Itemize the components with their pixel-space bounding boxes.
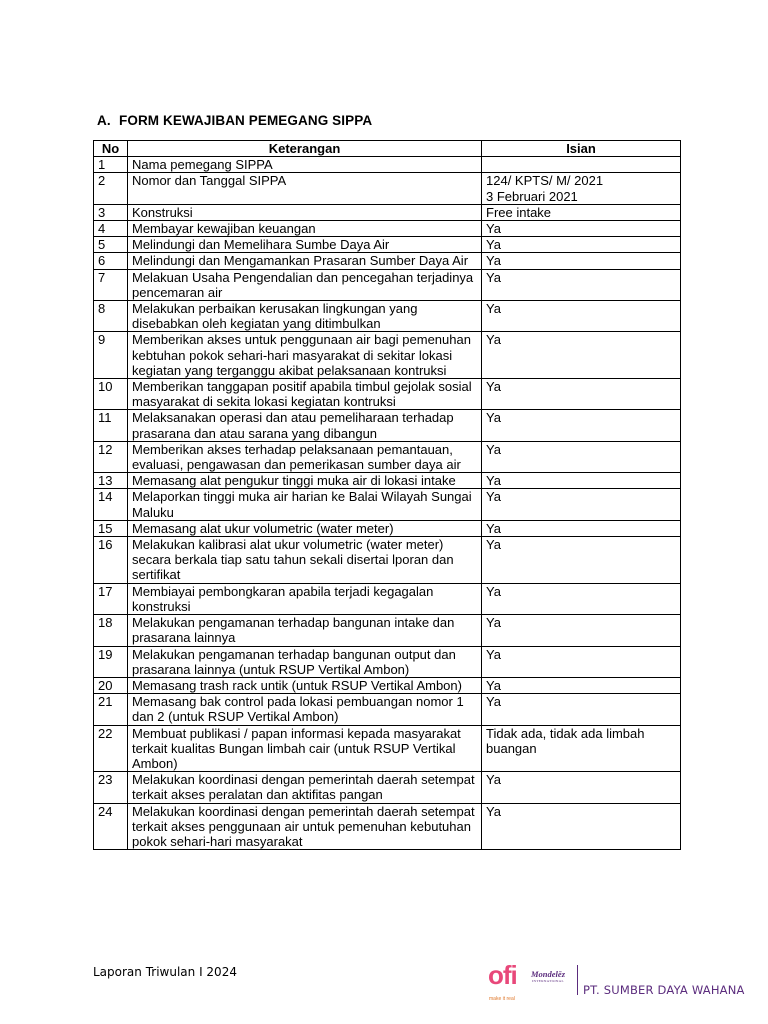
table-row (94, 441, 681, 472)
row-isian: Ya (482, 473, 681, 489)
row-keterangan: Melakukan koordinasi dengan pemerintah daerah setempat terkait akses peralatan dan aktifitas pangan (128, 772, 482, 803)
row-keterangan: Memasang trash rack untik (untuk RSUP Vertikal Ambon) (128, 677, 482, 693)
row-isian: Free intake (482, 204, 681, 220)
row-number: 6 (94, 253, 128, 269)
row-isian: 124/ KPTS/ M/ 2021 3 Februari 2021 (482, 173, 681, 204)
table-row (94, 537, 681, 584)
table-header-row (94, 141, 681, 157)
row-number: 1 (94, 157, 128, 173)
row-number: 18 (94, 615, 128, 646)
row-keterangan: Melaporkan tinggi muka air harian ke Balai Wilayah Sungai Maluku (128, 489, 482, 520)
row-isian: Ya (482, 537, 681, 584)
table-row (94, 379, 681, 410)
row-isian (482, 157, 681, 173)
table-row (94, 253, 681, 269)
row-keterangan: Nama pemegang SIPPA (128, 157, 482, 173)
section-title-text: FORM KEWAJIBAN PEMEGANG SIPPA (119, 113, 373, 128)
footer-report-label: Laporan Triwulan I 2024 (93, 965, 237, 979)
table-row (94, 803, 681, 850)
row-isian: Ya (482, 677, 681, 693)
footer-logos (488, 960, 758, 1002)
table-row (94, 772, 681, 803)
mondelez-logo-sub: INTERNATIONAL (532, 979, 564, 983)
row-number: 17 (94, 583, 128, 614)
row-number: 21 (94, 694, 128, 725)
table-row (94, 646, 681, 677)
table-row (94, 473, 681, 489)
header-no: No (94, 141, 128, 157)
table-row (94, 583, 681, 614)
ofi-logo-text: ofi (488, 960, 517, 990)
row-keterangan: Memasang alat ukur volumetric (water meter) (128, 520, 482, 536)
table-row (94, 204, 681, 220)
row-isian: Ya (482, 237, 681, 253)
row-keterangan: Melakuan Usaha Pengendalian dan pencegahan terjadinya pencemaran air (128, 269, 482, 300)
table-row (94, 489, 681, 520)
row-number: 15 (94, 520, 128, 536)
table-row (94, 301, 681, 332)
row-isian: Ya (482, 646, 681, 677)
table-row (94, 173, 681, 204)
row-keterangan: Melakukan pengamanan terhadap bangunan intake dan prasarana lainnya (128, 615, 482, 646)
ofi-logo (488, 960, 517, 1002)
row-number: 20 (94, 677, 128, 693)
row-number: 19 (94, 646, 128, 677)
company-name: PT. SUMBER DAYA WAHANA (583, 983, 745, 997)
row-isian: Ya (482, 615, 681, 646)
row-isian: Ya (482, 520, 681, 536)
row-isian: Tidak ada, tidak ada limbah buangan (482, 725, 681, 772)
row-number: 10 (94, 379, 128, 410)
row-number: 11 (94, 410, 128, 441)
mondelez-logo (531, 969, 565, 983)
table-row (94, 269, 681, 300)
table-row (94, 410, 681, 441)
header-isian: Isian (482, 141, 681, 157)
row-isian: Ya (482, 694, 681, 725)
row-isian: Ya (482, 253, 681, 269)
footer-divider (577, 965, 578, 995)
row-number: 5 (94, 237, 128, 253)
row-isian: Ya (482, 221, 681, 237)
table-row (94, 725, 681, 772)
row-keterangan: Membuat publikasi / papan informasi kepada masyarakat terkait kualitas Bungan limbah cair (untuk RSUP Vertikal Ambon) (128, 725, 482, 772)
row-number: 7 (94, 269, 128, 300)
ofi-logo-tagline: make it real (489, 996, 515, 1002)
row-isian: Ya (482, 269, 681, 300)
row-isian: Ya (482, 410, 681, 441)
row-keterangan: Konstruksi (128, 204, 482, 220)
table-row (94, 520, 681, 536)
row-number: 14 (94, 489, 128, 520)
row-isian: Ya (482, 379, 681, 410)
row-isian: Ya (482, 489, 681, 520)
row-isian: Ya (482, 772, 681, 803)
table-row (94, 157, 681, 173)
table-row (94, 221, 681, 237)
row-isian: Ya (482, 583, 681, 614)
section-number: A. (97, 113, 111, 128)
row-number: 8 (94, 301, 128, 332)
row-isian: Ya (482, 301, 681, 332)
row-keterangan: Membayar kewajiban keuangan (128, 221, 482, 237)
row-keterangan: Nomor dan Tanggal SIPPA (128, 173, 482, 204)
row-keterangan: Memberikan akses untuk penggunaan air bagi pemenuhan kebtuhan pokok sehari-hari masyarakat di sekitar lokasi kegiatan yang terganggu akibat pelaksanaan kontruksi (128, 332, 482, 379)
row-keterangan: Melakukan koordinasi dengan pemerintah daerah setempat terkait akses penggunaan air untuk pemenuhan kebutuhan pokok sehari-hari masyarakat (128, 803, 482, 850)
row-number: 4 (94, 221, 128, 237)
row-number: 24 (94, 803, 128, 850)
row-keterangan: Melakukan pengamanan terhadap bangunan output dan prasarana lainnya (untuk RSUP Vertikal Ambon) (128, 646, 482, 677)
row-isian: Ya (482, 803, 681, 850)
row-keterangan: Melaksanakan operasi dan atau pemeliharaan terhadap prasarana dan atau sarana yang dibangun (128, 410, 482, 441)
table-body (94, 157, 681, 850)
row-isian: Ya (482, 332, 681, 379)
row-keterangan: Melindungi dan Memelihara Sumbe Daya Air (128, 237, 482, 253)
row-number: 12 (94, 441, 128, 472)
table-row (94, 615, 681, 646)
table-row (94, 677, 681, 693)
header-keterangan: Keterangan (128, 141, 482, 157)
row-keterangan: Memasang alat pengukur tinggi muka air di lokasi intake (128, 473, 482, 489)
row-number: 13 (94, 473, 128, 489)
row-keterangan: Melindungi dan Mengamankan Prasaran Sumber Daya Air (128, 253, 482, 269)
row-number: 16 (94, 537, 128, 584)
row-keterangan: Melakukan perbaikan kerusakan lingkungan yang disebabkan oleh kegiatan yang ditimbulkan (128, 301, 482, 332)
table-row (94, 694, 681, 725)
row-keterangan: Memberikan akses terhadap pelaksanaan pemantauan, evaluasi, pengawasan dan pemerikasan sumber daya air (128, 441, 482, 472)
mondelez-logo-text: Mondelēz (531, 969, 565, 979)
row-number: 23 (94, 772, 128, 803)
row-number: 22 (94, 725, 128, 772)
section-title (97, 113, 372, 128)
row-isian: Ya (482, 441, 681, 472)
table-row (94, 332, 681, 379)
row-keterangan: Memberikan tanggapan positif apabila timbul gejolak sosial masyarakat di sekita lokasi kegiatan kontruksi (128, 379, 482, 410)
row-keterangan: Melakukan kalibrasi alat ukur volumetric (water meter) secara berkala tiap satu tahun sekali disertai lporan dan sertifikat (128, 537, 482, 584)
row-keterangan: Membiayai pembongkaran apabila terjadi kegagalan konstruksi (128, 583, 482, 614)
row-number: 2 (94, 173, 128, 204)
row-keterangan: Memasang bak control pada lokasi pembuangan nomor 1 dan 2 (untuk RSUP Vertikal Ambon) (128, 694, 482, 725)
row-number: 3 (94, 204, 128, 220)
table-row (94, 237, 681, 253)
sippa-obligations-table (93, 140, 681, 850)
row-number: 9 (94, 332, 128, 379)
